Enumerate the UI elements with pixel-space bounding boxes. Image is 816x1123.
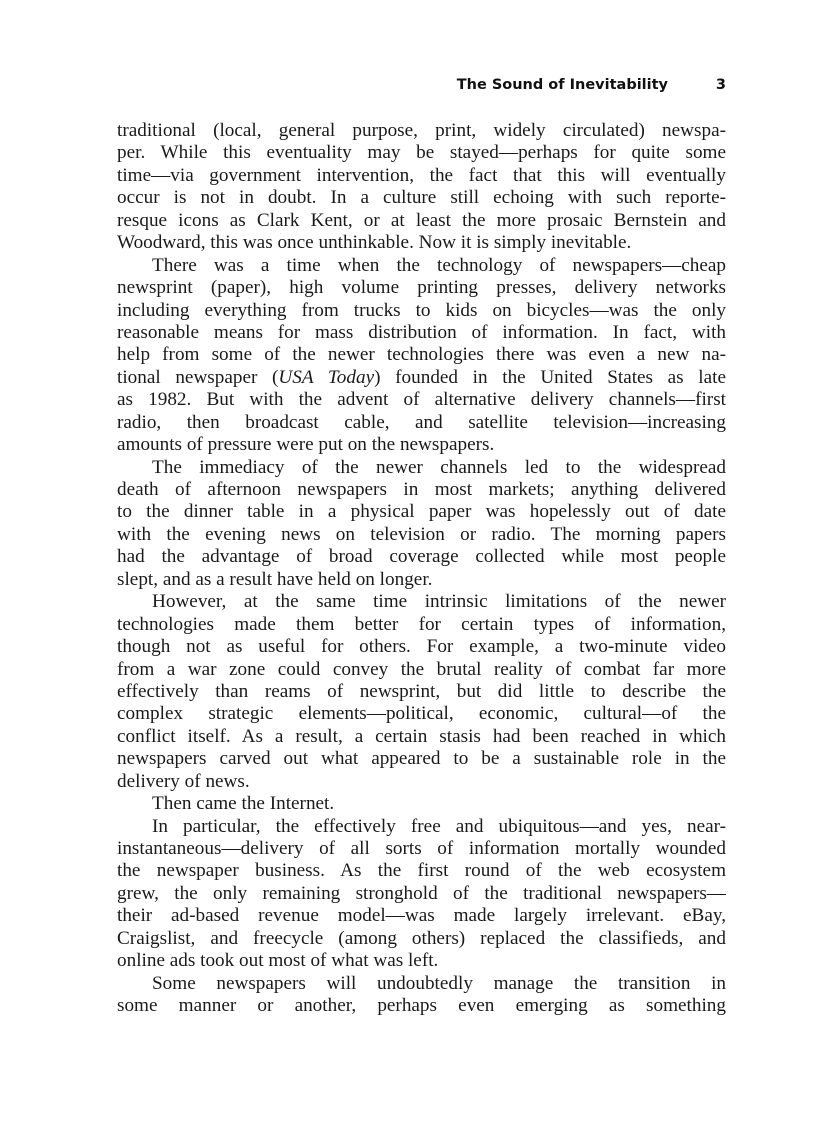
text-line [117, 748, 726, 770]
text-segment: some manner or another, perhaps even emerging as something [117, 995, 726, 1017]
text-line [117, 322, 726, 344]
text-line [117, 703, 726, 725]
text-line [117, 726, 726, 748]
text-segment: Woodward, this was once unthinkable. Now it is simply inevitable. [117, 232, 632, 254]
text-segment: help from some of the newer technologies there was even a new na- [117, 344, 726, 366]
text-line [117, 165, 726, 187]
page-number: 3 [715, 77, 726, 93]
text-segment: their ad-based revenue model—was made largely irrelevant. eBay, [117, 905, 726, 927]
text-segment: ) founded in the United States as late [374, 366, 726, 388]
text-line [117, 973, 726, 995]
text-line [117, 479, 726, 501]
text-line [117, 860, 726, 882]
text-line [117, 636, 726, 658]
text-line [117, 771, 726, 793]
text-segment: resque icons as Clark Kent, or at least the more prosaic Bernstein and [117, 209, 726, 231]
text-segment: delivery of news. [117, 770, 250, 792]
text-line [117, 232, 726, 254]
text-line [117, 120, 726, 142]
text-segment: conflict itself. As a result, a certain stasis had been reached in which [117, 725, 726, 747]
text-segment: though not as useful for others. For example, a two-minute video [117, 636, 726, 658]
text-line [117, 793, 726, 815]
text-segment: amounts of pressure were put on the newspapers. [117, 434, 495, 456]
text-line [117, 816, 726, 838]
text-line [117, 838, 726, 860]
text-line [117, 950, 726, 972]
text-segment: traditional (local, general purpose, print, widely circulated) newspa- [117, 120, 726, 141]
text-line [117, 187, 726, 209]
text-line [117, 501, 726, 523]
text-line [117, 412, 726, 434]
text-segment: The immediacy of the newer channels led to the widespread [152, 456, 726, 478]
text-segment: online ads took out most of what was left. [117, 950, 439, 972]
text-segment: In particular, the effectively free and ubiquitous—and yes, near- [152, 815, 726, 837]
text-segment: including everything from trucks to kids on bicycles—was the only [117, 299, 726, 321]
text-line [117, 300, 726, 322]
text-segment: technologies made them better for certain types of information, [117, 613, 726, 635]
text-segment: Some newspapers will undoubtedly manage the transition in [152, 972, 726, 994]
text-line [117, 928, 726, 950]
text-line [117, 457, 726, 479]
text-line [117, 905, 726, 927]
text-segment: There was a time when the technology of newspapers—cheap [152, 254, 726, 276]
text-segment: tional newspaper ( [117, 366, 279, 388]
text-segment: as 1982. But with the advent of alternative delivery channels—first [117, 389, 726, 411]
text-line [117, 681, 726, 703]
text-segment: with the evening news on television or radio. The morning papers [117, 523, 726, 545]
italic-title: USA Today [278, 366, 375, 388]
text-line [117, 546, 726, 568]
text-line [117, 659, 726, 681]
text-line [117, 255, 726, 277]
text-segment: time—via government intervention, the fact that this will eventually [117, 164, 726, 186]
text-segment: per. While this eventuality may be stayed—perhaps for quite some [117, 142, 726, 164]
text-segment: complex strategic elements—political, economic, cultural—of the [117, 703, 726, 725]
text-line [117, 277, 726, 299]
text-segment: occur is not in doubt. In a culture still echoing with such reporte- [117, 187, 726, 209]
text-line [117, 614, 726, 636]
text-segment: newspapers carved out what appeared to be a sustainable role in the [117, 748, 726, 770]
text-line [117, 142, 726, 164]
text-segment: slept, and as a result have held on longer. [117, 568, 433, 590]
text-segment: reasonable means for mass distribution of information. In fact, with [117, 321, 726, 343]
text-segment: effectively than reams of newsprint, but did little to describe the [117, 680, 726, 702]
text-segment: had the advantage of broad coverage collected while most people [117, 546, 726, 568]
text-segment: grew, the only remaining stronghold of the traditional newspapers— [117, 882, 726, 904]
text-segment: instantaneous—delivery of all sorts of information mortally wounded [117, 838, 726, 859]
running-title: The Sound of Inevitability [456, 77, 668, 93]
text-line [117, 995, 726, 1017]
text-segment: However, at the same time intrinsic limitations of the newer [152, 591, 726, 613]
text-line [117, 389, 726, 411]
text-segment: Craigslist, and freecycle (among others) replaced the classifieds, and [117, 927, 726, 949]
text-segment: death of afternoon newspapers in most markets; anything delivered [117, 479, 726, 500]
text-segment: to the dinner table in a physical paper was hopelessly out of date [117, 501, 726, 523]
body-text [117, 120, 726, 1018]
text-segment: newsprint (paper), high volume printing presses, delivery networks [117, 277, 726, 299]
text-line [117, 367, 726, 389]
text-line [117, 883, 726, 905]
text-line [117, 434, 726, 456]
text-segment: the newspaper business. As the first round of the web ecosystem [117, 860, 726, 882]
text-line [117, 524, 726, 546]
text-segment: radio, then broadcast cable, and satellite television—increasing [117, 411, 726, 433]
text-segment: Then came the Internet. [152, 793, 335, 815]
running-header [117, 77, 726, 99]
text-line [117, 210, 726, 232]
text-segment: from a war zone could convey the brutal reality of combat far more [117, 658, 726, 680]
text-line [117, 591, 726, 613]
text-line [117, 569, 726, 591]
text-line [117, 344, 726, 366]
